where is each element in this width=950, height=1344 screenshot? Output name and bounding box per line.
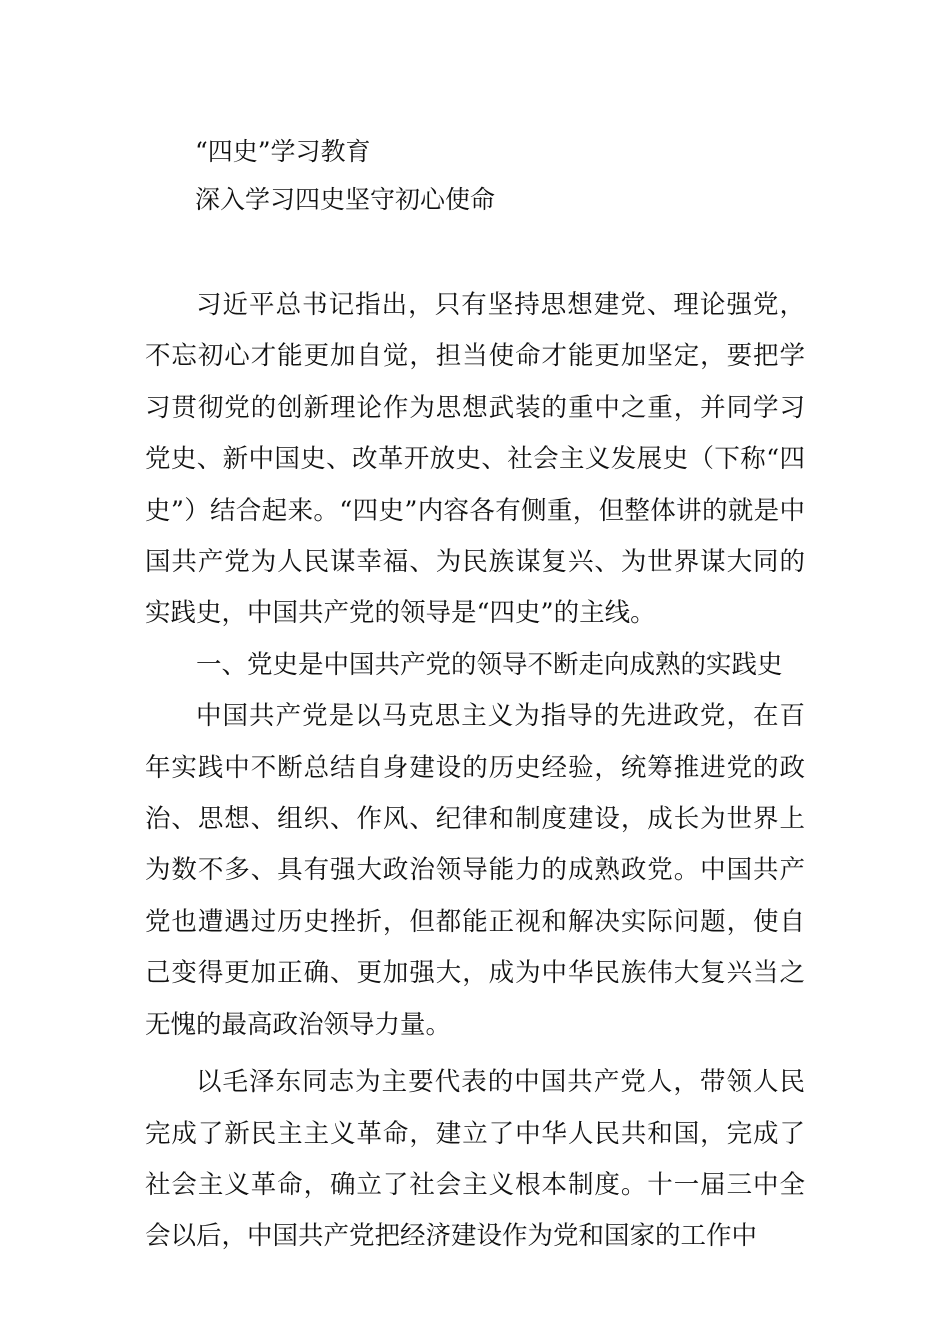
document-heading: “四史”学习教育 bbox=[195, 137, 371, 166]
document-body bbox=[145, 280, 805, 1263]
document-title: 深入学习四史坚守初心使命 bbox=[195, 185, 496, 214]
section-heading: 一、党史是中国共产党的领导不断走向成熟的实践史 bbox=[196, 649, 783, 680]
paragraph-intro: 习近平总书记指出，只有坚持思想建党、理论强党，不忘初心才能更加自觉，担当使命才能更加坚定，要把学习贯彻党的创新理论作为思想武装的重中之重，并同学习党史、新中国史、改革开放史、社会主义发展史（下称“四史”）结合起来。“四史”内容各有侧重，但整体讲的就是中国共产党为人民谋幸福、为民族谋复兴、为世界谋大同的实践史，中国共产党的领导是“四史”的主线。 bbox=[145, 290, 805, 629]
paragraph-party-history: 中国共产党是以马克思主义为指导的先进政党，在百年实践中不断总结自身建设的历史经验，统筹推进党的政治、思想、组织、作风、纪律和制度建设，成长为世界上为数不多、具有强大政治领导能力的成熟政党。中国共产党也遭遇过历史挫折，但都能正视和解决实际问题，使自己变得更加正确、更加强大，成为中华民族伟大复兴当之无愧的最高政治领导力量。 bbox=[145, 701, 805, 1040]
paragraph-mao: 以毛泽东同志为主要代表的中国共产党人，带领人民完成了新民主主义革命，建立了中华人民共和国，完成了社会主义革命，确立了社会主义根本制度。十一届三中全会以后，中国共产党把经济建设作为党和国家的工作中 bbox=[145, 1067, 805, 1252]
